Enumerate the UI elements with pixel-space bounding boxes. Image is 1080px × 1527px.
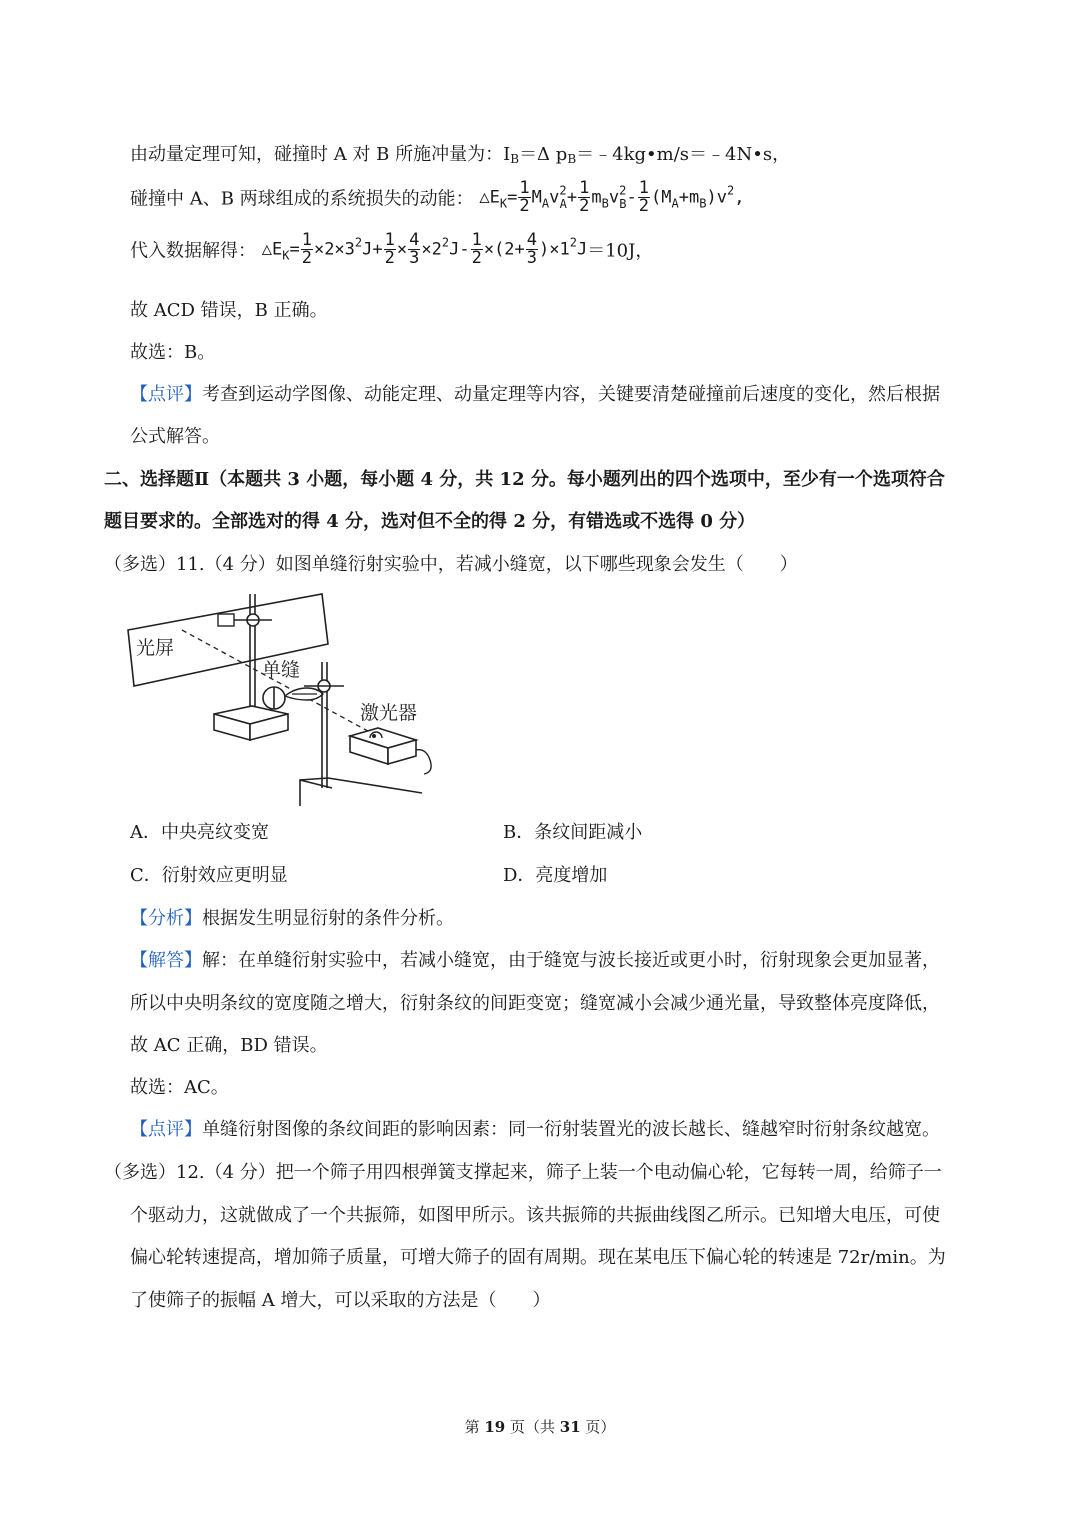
text-segment: ＝10J， <box>587 240 654 262</box>
conclusion-line: 故 ACD 错误，B 正确。 <box>130 300 328 321</box>
answer-text: 解：在单缝衍射实验中，若减小缝宽，由于缝宽与波长接近或更小时，衍射现象会更加显著， <box>202 950 940 971</box>
option-d: D．亮度增加 <box>503 865 608 886</box>
total-pages: 31 <box>559 1418 581 1436</box>
question-12: （多选）12.（4 分）把一个筛子用四根弹簧支撑起来，筛子上装一个电动偏心轮，它每转一周，给筛子一 <box>104 1162 942 1183</box>
comment-text: 单缝衍射图像的条纹间距的影响因素：同一衍射装置光的波长越长、缝越窄时衍射条纹越宽。 <box>202 1119 940 1140</box>
comment-line <box>130 380 940 406</box>
single-slit-diagram <box>122 588 442 813</box>
option-b: B．条纹间距减小 <box>503 822 643 843</box>
footer-text: 页（共 <box>505 1418 560 1436</box>
momentum-impulse-line <box>130 140 790 166</box>
subscript: B <box>567 152 577 166</box>
subscript: B <box>510 152 520 166</box>
question-11: （多选）11.（4 分）如图单缝衍射实验中，若减小缝宽，以下哪些现象会发生（ ） <box>104 554 798 575</box>
substitution-formula: $\triangle E_K=$ $\frac{1}{2}$ $\times 2\times 3^2J+$ $\frac{1}{2}$ × $\frac{4}{3}$ $\times 2^2J-$ $\frac{1}{2}$ ×(2+ $\frac{4}{3}$ )$\times 1^2J$ <box>261 230 588 268</box>
text-segment: ＝﹣4kg•m/s＝﹣4N•s， <box>576 144 791 165</box>
text-segment: 由动量定理可知，碰撞时 A 对 B 所施冲量为：I <box>130 144 511 165</box>
analysis-text: 根据发生明显衍射的条件分析。 <box>202 908 454 929</box>
energy-loss-formula-line <box>130 180 744 215</box>
comment-line-2 <box>130 1115 940 1141</box>
option-c: C．衍射效应更明显 <box>130 865 288 886</box>
comment-continuation: 公式解答。 <box>130 426 220 447</box>
answer-conclusion: 故 AC 正确，BD 错误。 <box>130 1035 328 1056</box>
answer-continuation: 所以中央明条纹的宽度随之增大，衍射条纹的间距变宽；缝宽减小会减少通光量，导致整体亮度降低， <box>130 993 940 1014</box>
comment-tag: 【点评】 <box>130 1119 202 1140</box>
answer-line <box>130 946 940 972</box>
answer-tag: 【解答】 <box>130 950 202 971</box>
choice-line: 故选：B。 <box>130 342 216 363</box>
question-12-continuation: 偏心轮转速提高，增加筛子质量，可增大筛子的固有周期。现在某电压下偏心轮的转速是 72r/min。为 <box>130 1247 946 1268</box>
comment-tag: 【点评】 <box>130 384 202 405</box>
question-12-continuation: 个驱动力，这就做成了一个共振筛，如图甲所示。该共振筛的共振曲线图乙所示。已知增大电压，可使 <box>130 1205 940 1226</box>
analysis-tag: 【分析】 <box>130 908 202 929</box>
footer-text: 第 <box>464 1418 485 1436</box>
page-footer <box>0 1416 1080 1437</box>
section-title: 二、选择题Ⅱ（本题共 3 小题，每小题 4 分，共 12 分。每小题列出的四个选项中，至少有一个选项符合 <box>104 469 945 490</box>
energy-loss-formula: $\triangle E_K=$ $\frac{1}{2}$ $M_Av^2_A+$ $\frac{1}{2}$ $m_Bv^2_B-$ $\frac{1}{2}$ $(M_A+m_B)v^2$, <box>479 178 745 216</box>
comment-text: 考查到运动学图像、动能定理、动量定理等内容，关键要清楚碰撞前后速度的变化，然后根据 <box>202 384 940 405</box>
text-segment: ＝Δ p <box>519 144 568 165</box>
slit-label: 单缝 <box>262 659 301 681</box>
page-number: 19 <box>484 1418 506 1436</box>
laser-label: 激光器 <box>360 702 418 724</box>
screen-label: 光屏 <box>136 637 175 659</box>
answer-choice: 故选：AC。 <box>130 1077 229 1098</box>
option-a: A．中央亮纹变宽 <box>130 822 269 843</box>
analysis-line <box>130 904 454 930</box>
substitution-line <box>130 232 653 267</box>
text-segment: 代入数据解得： <box>130 240 256 262</box>
footer-text: 页） <box>580 1418 616 1436</box>
section-title-continuation: 题目要求的。全部选对的得 4 分，选对但不全的得 2 分，有错选或不选得 0 分） <box>104 511 756 532</box>
text-segment: 碰撞中 A、B 两球组成的系统损失的动能： <box>130 188 474 210</box>
question-12-continuation: 了使筛子的振幅 A 增大，可以采取的方法是（ ） <box>130 1290 551 1311</box>
